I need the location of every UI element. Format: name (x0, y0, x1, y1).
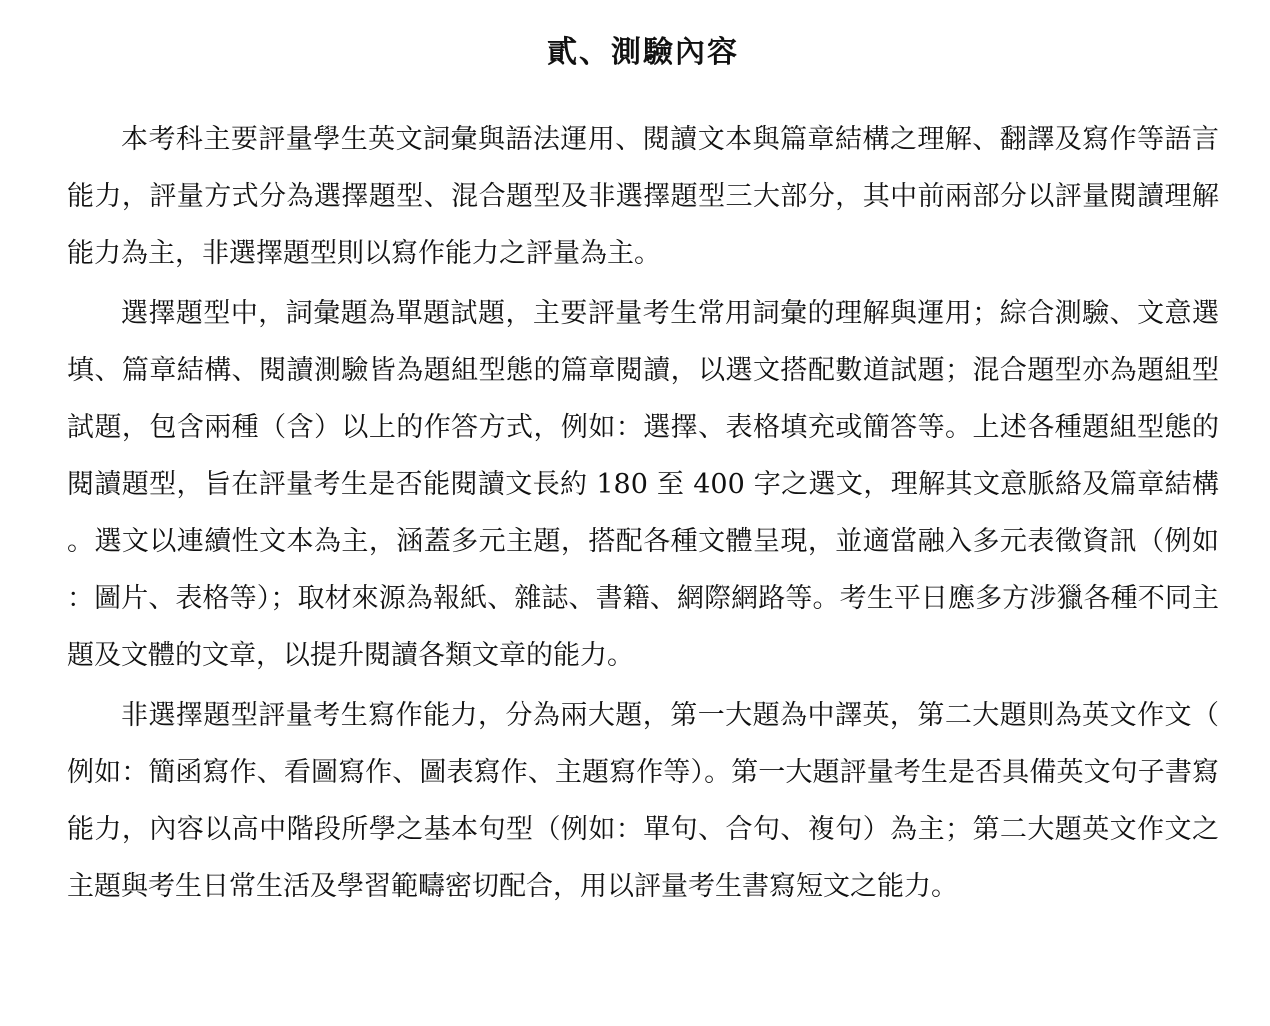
paragraph-multiple-choice: 選擇題型中，詞彙題為單題試題，主要評量考生常用詞彙的理解與運用；綜合測驗、文意選填、篇章結構、閱讀測驗皆為題組型態的篇章閱讀，以選文搭配數道試題；混合題型亦為題組型試題，包含兩種（含）以上的作答方式，例如：選擇、表格填充或簡答等。上述各種題組型態的閱讀題型，旨在評量考生是否能閱讀文長約 180 至 400 字之選文，理解其文意脈絡及篇章結構。選文以連續性文本為主，涵蓋多元主題，搭配各種文體呈現，並適當融入多元表徵資訊（例如：圖片、表格等）；取材來源為報紙、雜誌、書籍、網際網路等。考生平日應多方涉獵各種不同主題及文體的文章，以提升閱讀各類文章的能力。 (67, 298, 1219, 671)
paragraph-writing: 非選擇題型評量考生寫作能力，分為兩大題，第一大題為中譯英，第二大題則為英文作文（例如：簡函寫作、看圖寫作、圖表寫作、主題寫作等）。第一大題評量考生是否具備英文句子書寫能力，內容以高中階段所學之基本句型（例如：單句、合句、複句）為主；第二大題英文作文之主題與考生日常生活及學習範疇密切配合，用以評量考生書寫短文之能力。 (67, 700, 1219, 902)
paragraph-overview: 本考科主要評量學生英文詞彙與語法運用、閱讀文本與篇章結構之理解、翻譯及寫作等語言能力，評量方式分為選擇題型、混合題型及非選擇題型三大部分，其中前兩部分以評量閱讀理解能力為主，非選擇題型則以寫作能力之評量為主。 (67, 124, 1219, 269)
section-title: 貳、測驗內容 (547, 35, 739, 70)
document-page (67, 28, 1219, 918)
